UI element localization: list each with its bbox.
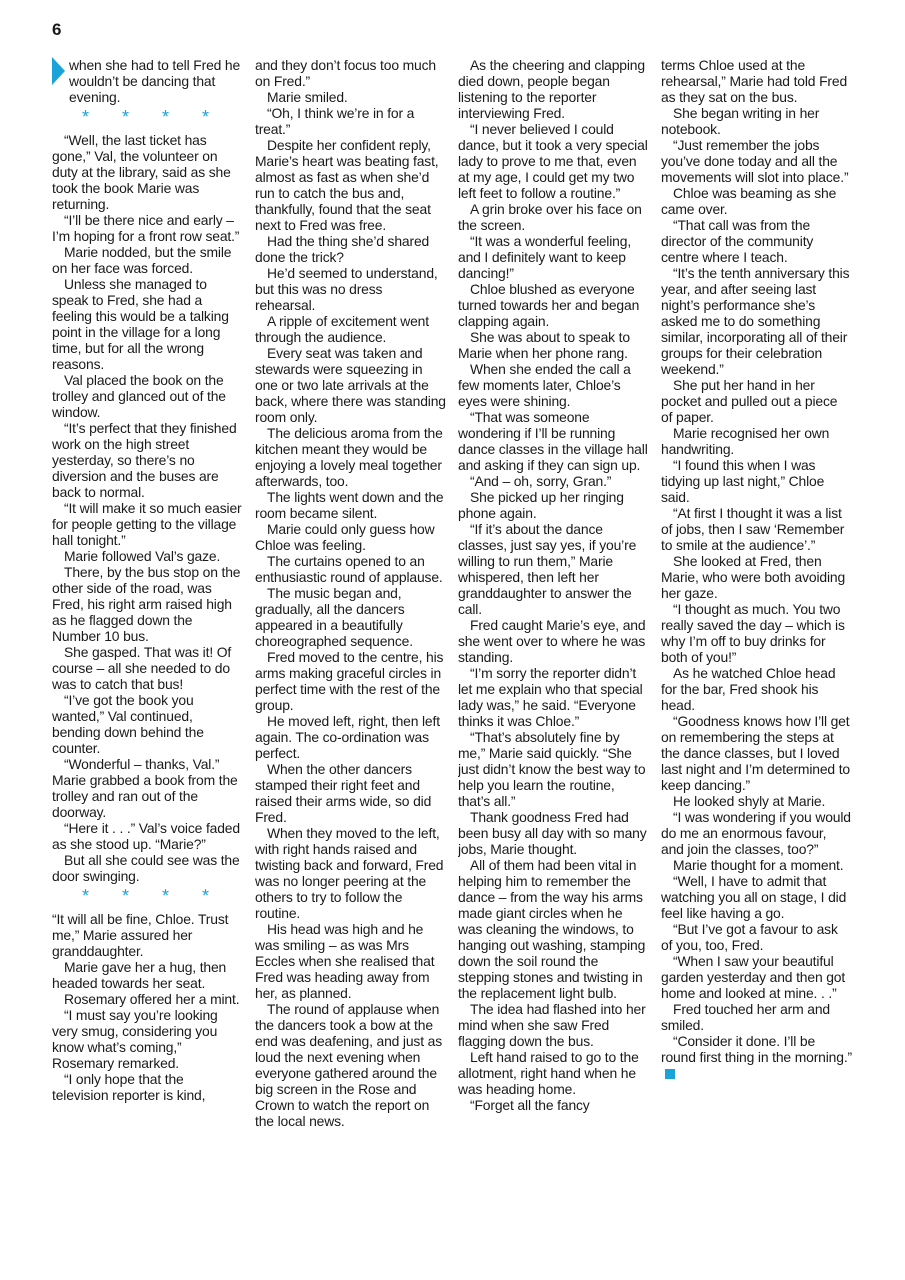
article-column: [52, 57, 243, 1232]
paragraph: “I was wondering if you would do me an enormous favour, and join the classes, too?”: [661, 809, 851, 857]
paragraph: When the other dancers stamped their right feet and raised their arms wide, so did Fred.: [255, 761, 432, 825]
paragraph: Chloe was beaming as she came over.: [661, 185, 837, 217]
paragraph: As he watched Chloe head for the bar, Fred shook his head.: [661, 665, 836, 713]
paragraph: “It was a wonderful feeling, and I definitely want to keep dancing!”: [458, 233, 632, 281]
article-column: [255, 57, 446, 1232]
paragraph: “That’s absolutely fine by me,” Marie said quickly. “She just didn’t know the best way to help you learn the routine, that’s all.”: [458, 729, 646, 809]
paragraph: When they moved to the left, with right hands raised and twisting back and forward, Fred was no longer peering at the others to try to follow the routine.: [255, 825, 444, 921]
continuation-arrow-icon: [52, 57, 65, 85]
paragraph: and they don’t focus too much on Fred.”: [255, 57, 436, 89]
paragraph: All of them had been vital in helping him to remember the dance – from the way his arms made giant circles when he was cleaning the windows, to hanging out washing, stamping down the soil round the stepping stones and twisting in the replacement light bulb.: [458, 857, 646, 1001]
paragraph: He looked shyly at Marie.: [673, 793, 826, 809]
paragraph: “Well, I have to admit that watching you all on stage, I did feel like having a go.: [661, 873, 847, 921]
paragraph: “I’ve got the book you wanted,” Val continued, bending down behind the counter.: [52, 692, 204, 756]
paragraph: “Goodness knows how I’ll get on remembering the steps at the dance classes, but I loved last night and I’m determined to keep dancing.”: [661, 713, 851, 793]
section-separator: * * * *: [81, 107, 224, 127]
paragraph: The delicious aroma from the kitchen meant they would be enjoying a lovely meal together afterwards, too.: [255, 425, 443, 489]
paragraph: “It will make it so much easier for people getting to the village hall tonight.”: [52, 500, 242, 548]
paragraph: His head was high and he was smiling – as was Mrs Eccles when she realised that Fred was heading away from her, as planned.: [255, 921, 435, 1001]
paragraph: “I found this when I was tidying up last night,” Chloe said.: [661, 457, 825, 505]
paragraph: “That was someone wondering if I’ll be running dance classes in the village hall and asking if they can sign up.: [458, 409, 648, 473]
paragraph: A grin broke over his face on the screen.: [458, 201, 642, 233]
paragraph: Marie recognised her own handwriting.: [661, 425, 830, 457]
paragraph: The lights went down and the room became silent.: [255, 489, 444, 521]
paragraph: Chloe blushed as everyone turned towards her and began clapping again.: [458, 281, 640, 329]
paragraph: He moved left, right, then left again. The co-ordination was perfect.: [255, 713, 440, 761]
closing-paragraph: [661, 1033, 852, 1081]
paragraph: She was about to speak to Marie when her phone rang.: [458, 329, 630, 361]
paragraph: “If it’s about the dance classes, just say yes, if you’re willing to run them,” Marie whispered, then left her granddaughter to answer the call.: [458, 521, 637, 617]
paragraph: The curtains opened to an enthusiastic round of applause.: [255, 553, 443, 585]
paragraph: Rosemary offered her a mint.: [64, 991, 240, 1007]
paragraph: “It’s perfect that they finished work on the high street yesterday, so there’s no diversion and the buses are back to normal.: [52, 420, 237, 500]
paragraph: Had the thing she’d shared done the trick?: [255, 233, 430, 265]
page-number: 6: [52, 20, 62, 39]
article-columns: [52, 57, 850, 1232]
end-mark-icon: [665, 1069, 675, 1079]
paragraph: Marie gave her a hug, then headed towards her seat.: [52, 959, 227, 991]
paragraph: She looked at Fred, then Marie, who were both avoiding her gaze.: [661, 553, 846, 601]
paragraph: “At first I thought it was a list of jobs, then I saw ‘Remember to smile at the audience’.”: [661, 505, 845, 553]
paragraph: “Wonderful – thanks, Val.” Marie grabbed a book from the trolley and ran out of the doorway.: [52, 756, 238, 820]
paragraph: Marie thought for a moment.: [673, 857, 844, 873]
paragraph: “That call was from the director of the community centre where I teach.: [661, 217, 814, 265]
lead-paragraph: [52, 57, 243, 105]
paragraph: “Oh, I think we’re in for a treat.”: [255, 105, 415, 137]
paragraph: There, by the bus stop on the other side of the road, was Fred, his right arm raised high as he flagged down the Number 10 bus.: [52, 564, 241, 644]
paragraph: Fred caught Marie’s eye, and she went over to where he was standing.: [458, 617, 646, 665]
paragraph: She began writing in her notebook.: [661, 105, 820, 137]
paragraph: Marie followed Val’s gaze.: [64, 548, 221, 564]
paragraph: “Well, the last ticket has gone,” Val, the volunteer on duty at the library, said as she took the book Marie was returning.: [52, 132, 231, 212]
paragraph: “Here it . . .” Val’s voice faded as she stood up. “Marie?”: [52, 820, 240, 852]
paragraph: “I never believed I could dance, but it took a very special lady to prove to me that, even at my age, I could get my two left feet to follow a routine.”: [458, 121, 648, 201]
paragraph: When she ended the call a few moments later, Chloe’s eyes were shining.: [458, 361, 631, 409]
paragraph: “Forget all the fancy: [470, 1097, 590, 1113]
paragraph: Marie smiled.: [267, 89, 348, 105]
paragraph: The music began and, gradually, all the dancers appeared in a beautifully choreographed sequence.: [255, 585, 413, 649]
paragraph: “I thought as much. You two really saved the day – which is why I’m off to buy drinks for both of you!”: [661, 601, 845, 665]
paragraph: Marie could only guess how Chloe was feeling.: [255, 521, 435, 553]
paragraph: She picked up her ringing phone again.: [458, 489, 624, 521]
paragraph: “And – oh, sorry, Gran.”: [470, 473, 612, 489]
article-column: [458, 57, 649, 1232]
paragraph: “But I’ve got a favour to ask of you, too, Fred.: [661, 921, 838, 953]
paragraph: “It will all be fine, Chloe. Trust me,” Marie assured her granddaughter.: [52, 911, 229, 959]
paragraph: Thank goodness Fred had been busy all day with so many jobs, Marie thought.: [458, 809, 647, 857]
section-separator: * * * *: [81, 886, 224, 906]
paragraph: “I must say you’re looking very smug, considering you know what’s coming,” Rosemary remarked.: [52, 1007, 218, 1071]
paragraph: Marie nodded, but the smile on her face was forced.: [52, 244, 232, 276]
paragraph: A ripple of excitement went through the audience.: [255, 313, 429, 345]
paragraph: Fred touched her arm and smiled.: [661, 1001, 831, 1033]
paragraph: “Just remember the jobs you’ve done today and all the movements will slot into place.”: [661, 137, 849, 185]
paragraph: She gasped. That was it! Of course – all she needed to do was to catch that bus!: [52, 644, 232, 692]
paragraph: “I only hope that the television reporter is kind,: [52, 1071, 206, 1103]
paragraph: The round of applause when the dancers took a bow at the end was deafening, and just as loud the next evening when everyone gathered around the big screen in the Rose and Crown to watch the report on the local news.: [255, 1001, 443, 1129]
paragraph: “When I saw your beautiful garden yesterday and then got home and looked at mine. . .”: [661, 953, 846, 1001]
paragraph: Fred moved to the centre, his arms making graceful circles in perfect time with the rest of the group.: [255, 649, 444, 713]
paragraph: But all she could see was the door swinging.: [52, 852, 240, 884]
paragraph: He’d seemed to understand, but this was no dress rehearsal.: [255, 265, 438, 313]
paragraph: “I’ll be there nice and early – I’m hoping for a front row seat.”: [52, 212, 240, 244]
paragraph: “I’m sorry the reporter didn’t let me explain who that special lady was,” he said. “Everyone thinks it was Chloe.”: [458, 665, 643, 729]
paragraph: “It’s the tenth anniversary this year, and after seeing last night’s performance she’s asked me to do something similar, incorporating all of their groups for their celebration weekend.”: [661, 265, 850, 377]
closing-paragraph-text: “Consider it done. I’ll be round first thing in the morning.”: [661, 1033, 852, 1065]
paragraph: As the cheering and clapping died down, people began listening to the reporter interviewing Fred.: [458, 57, 645, 121]
paragraph: The idea had flashed into her mind when she saw Fred flagging down the bus.: [458, 1001, 646, 1049]
lead-paragraph-text: when she had to tell Fred he wouldn’t be dancing that evening.: [69, 57, 241, 105]
article-column: [661, 57, 852, 1232]
paragraph: She put her hand in her pocket and pulled out a piece of paper.: [661, 377, 838, 425]
paragraph: Unless she managed to speak to Fred, she had a feeling this would be a talking point in the village for a long time, but for all the wrong reasons.: [52, 276, 229, 372]
paragraph: Despite her confident reply, Marie’s heart was beating fast, almost as fast as when she’d run to catch the bus and, thankfully, found that the seat next to Fred was free.: [255, 137, 439, 233]
paragraph: terms Chloe used at the rehearsal,” Marie had told Fred as they sat on the bus.: [661, 57, 848, 105]
paragraph: Left hand raised to go to the allotment, right hand when he was heading home.: [458, 1049, 639, 1097]
paragraph: Every seat was taken and stewards were squeezing in one or two late arrivals at the back, where there was standing room only.: [255, 345, 446, 425]
paragraph: Val placed the book on the trolley and glanced out of the window.: [52, 372, 226, 420]
